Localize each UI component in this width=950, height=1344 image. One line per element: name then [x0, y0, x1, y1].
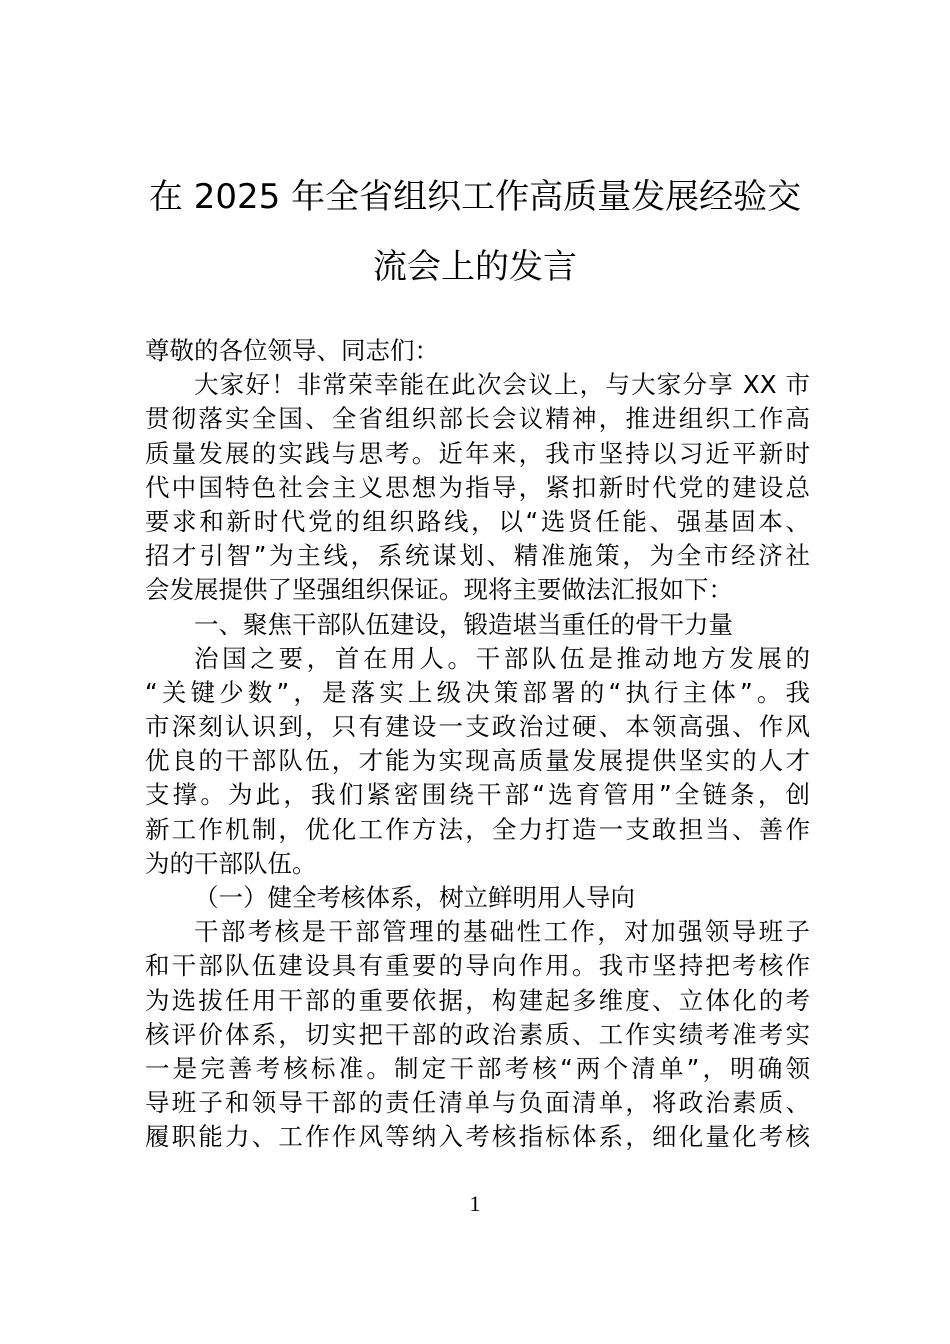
paragraph-line: 代中国特色社会主义思想为指导，紧扣新时代党的建设总	[145, 472, 810, 502]
salutation: 尊敬的各位领导、同志们：	[145, 336, 439, 365]
section-heading-1: 一、聚焦干部队伍建设，锻造堪当重任的骨干力量	[194, 609, 733, 639]
document-title-line-2: 流会上的发言	[373, 247, 577, 287]
paragraph-line: 导班子和领导干部的责任清单与负面清单，将政治素质、	[145, 1088, 810, 1118]
paragraph-line: 优良的干部队伍，才能为实现高质量发展提供坚实的人才	[145, 746, 810, 776]
paragraph-opening	[145, 368, 810, 607]
paragraph-line: 核评价体系，切实把干部的政治素质、工作实绩考准考实	[145, 1019, 810, 1049]
paragraph-line: 招才引智”为主线，系统谋划、精准施策，为全市经济社	[145, 541, 810, 571]
paragraph-line: 要求和新时代党的组织路线，以“选贤任能、强基固本、	[145, 506, 810, 536]
paragraph-line: 干部考核是干部管理的基础性工作，对加强领导班子	[194, 917, 810, 947]
paragraph-line: 会发展提供了坚强组织保证。现将主要做法汇报如下：	[145, 575, 733, 605]
paragraph-line: “关键少数”，是落实上级决策部署的“执行主体”。我	[145, 677, 810, 707]
paragraph-line: 为选拔任用干部的重要依据，构建起多维度、立体化的考	[145, 985, 810, 1015]
paragraph-line: 市深刻认识到，只有建设一支政治过硬、本领高强、作风	[145, 712, 810, 742]
paragraph-assessment	[145, 915, 810, 1154]
paragraph-line: 履职能力、工作作风等纳入考核指标体系，细化量化考核	[145, 1122, 810, 1152]
page-number: 1	[469, 1191, 481, 1216]
paragraph-line: 大家好！非常荣幸能在此次会议上，与大家分享 XX 市	[194, 370, 810, 400]
paragraph-line: 支撑。为此，我们紧密围绕干部“选育管用”全链条，创	[145, 780, 810, 810]
paragraph-line: 和干部队伍建设具有重要的导向作用。我市坚持把考核作	[145, 951, 810, 981]
paragraph-cadres	[145, 642, 810, 881]
document-title-line-1: 在 2025 年全省组织工作高质量发展经验交	[148, 177, 802, 217]
paragraph-line: 为的干部队伍。	[145, 848, 317, 878]
paragraph-line: 新工作机制，优化工作方法，全力打造一支敢担当、善作	[145, 814, 810, 844]
paragraph-line: 一是完善考核标准。制定干部考核“两个清单”，明确领	[145, 1053, 810, 1083]
document-body	[145, 334, 810, 1155]
paragraph-line: 质量发展的实践与思考。近年来，我市坚持以习近平新时	[145, 438, 810, 468]
paragraph-line: 治国之要，首在用人。干部队伍是推动地方发展的	[194, 643, 810, 673]
paragraph-line: 贯彻落实全国、全省组织部长会议精神，推进组织工作高	[145, 404, 810, 434]
subsection-heading-1: （一）健全考核体系，树立鲜明用人导向	[194, 883, 635, 912]
